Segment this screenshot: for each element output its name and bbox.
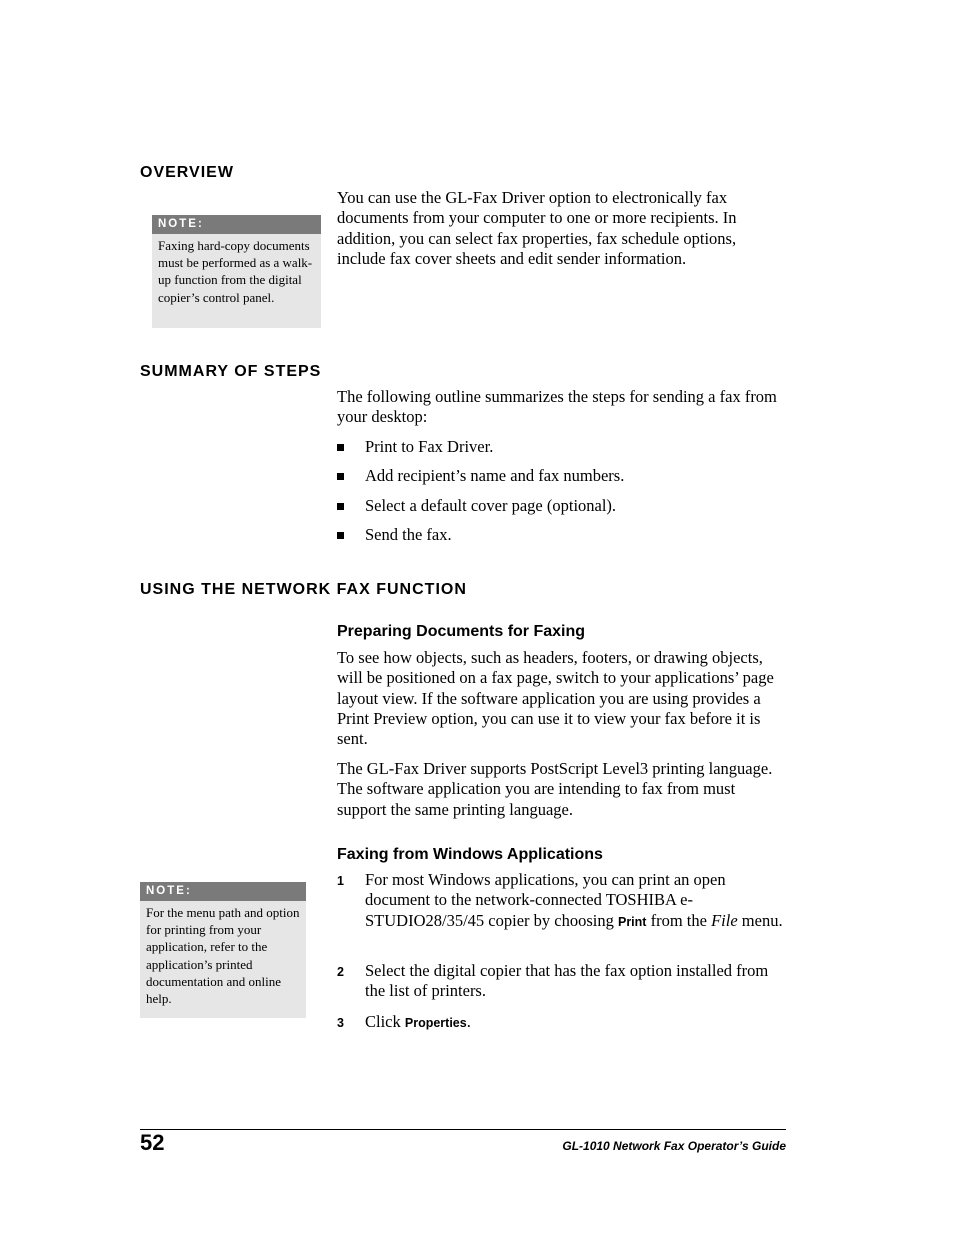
footer-rule	[140, 1129, 786, 1130]
preparing-paragraph-1: To see how objects, such as headers, footers, or drawing objects, will be positioned on a fax page, switch to your applications’ page layout view. If the software application you are using provides a Print Preview option, you can use it to view your fax before it is sent.	[337, 648, 774, 749]
step-number: 3	[337, 1016, 344, 1030]
network-heading: USING THE NETWORK FAX FUNCTION	[140, 581, 467, 598]
windows-note	[140, 882, 306, 1018]
overview-paragraph: You can use the GL-Fax Driver option to electronically fax documents from your computer to one or more recipients. In addition, you can select fax properties, fax schedule options, include fax cover sheets and edit sender information.	[337, 188, 737, 268]
note-label: NOTE:	[152, 215, 321, 234]
overview-note	[152, 215, 321, 328]
square-bullet-icon	[337, 503, 344, 510]
step-number: 1	[337, 874, 344, 888]
print-command: Print	[617, 914, 647, 929]
preparing-heading: Preparing Documents for Faxing	[337, 623, 586, 640]
page-number: 52	[140, 1130, 165, 1155]
windows-heading: Faxing from Windows Applications	[337, 846, 603, 863]
step-text: Select the digital copier that has the fax option installed from the list of printers.	[365, 961, 769, 1001]
overview-heading: OVERVIEW	[140, 164, 234, 181]
step-text: For most Windows applications, you can print an open document to the network-connected TOSHIBA e-STUDIO28/35/45 copier by choosing Print from the File menu.	[365, 870, 783, 930]
square-bullet-icon	[337, 444, 344, 451]
summary-intro: The following outline summarizes the steps for sending a fax from your desktop:	[337, 387, 777, 427]
file-menu-label: File	[711, 910, 738, 930]
note-text: For the menu path and option for printing from your application, refer to the application’s printed documentation and online help.	[146, 905, 300, 1007]
square-bullet-icon	[337, 532, 344, 539]
note-text: Faxing hard-copy documents must be performed as a walk-up function from the digital copier’s control panel.	[158, 238, 313, 305]
step-number: 2	[337, 965, 344, 979]
summary-heading: SUMMARY OF STEPS	[140, 363, 322, 380]
properties-command: Properties	[404, 1016, 467, 1030]
guide-title: GL-1010 Network Fax Operator’s Guide	[562, 1139, 786, 1153]
square-bullet-icon	[337, 473, 344, 480]
preparing-paragraph-2: The GL-Fax Driver supports PostScript Level3 printing language. The software application you are intending to fax from must support the same printing language.	[337, 759, 773, 819]
note-label: NOTE:	[140, 882, 306, 901]
step-text: Click Properties.	[365, 1012, 471, 1031]
